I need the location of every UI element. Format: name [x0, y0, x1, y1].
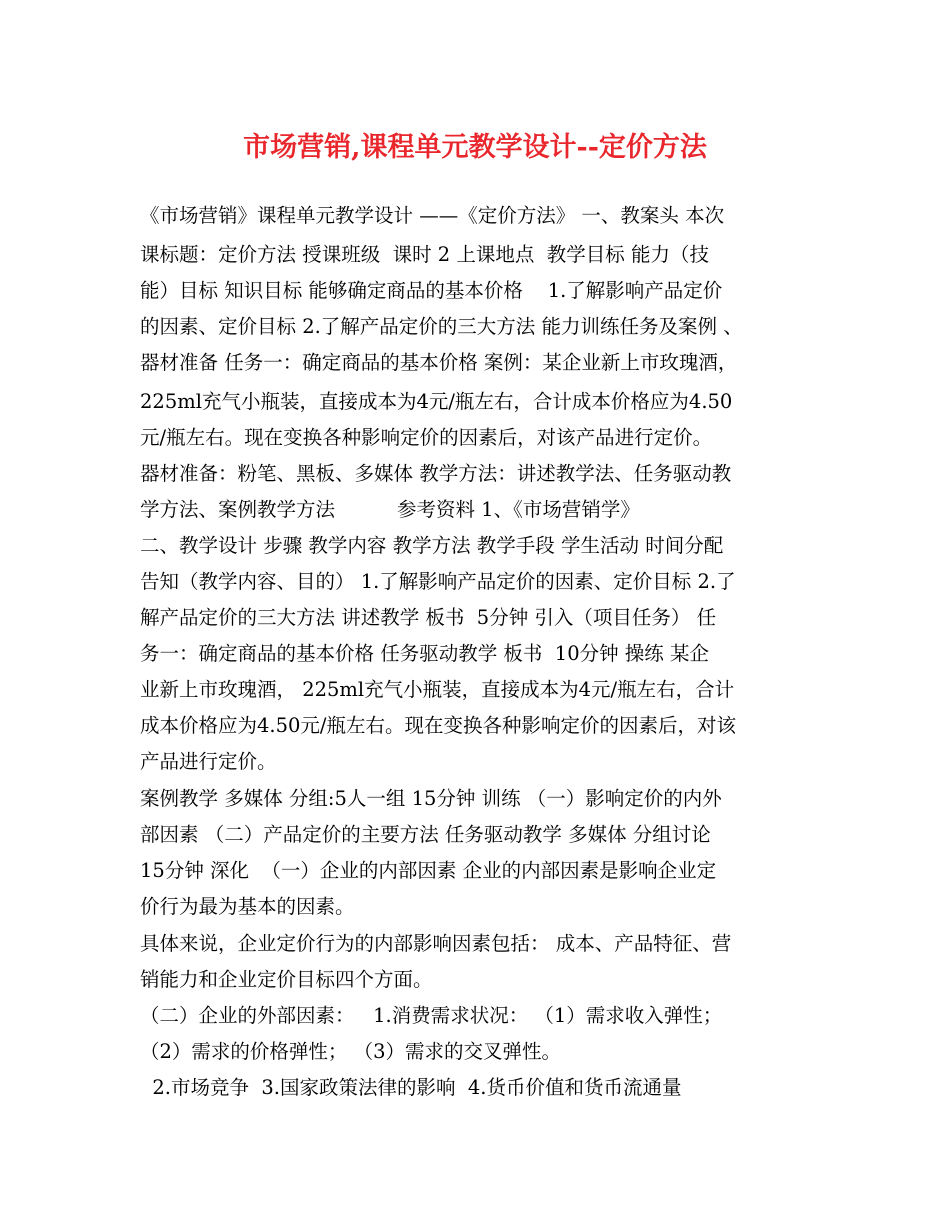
body-line: 部因素 （二）产品定价的主要方法 任务驱动教学 多媒体 分组讨论: [140, 823, 711, 846]
body-line: 学方法、案例教学方法 参考资料 1、《市场营销学》: [140, 498, 640, 521]
body-line: 元/瓶左右。现在变换各种影响定价的因素后，对该产品进行定价。: [140, 426, 713, 449]
body-line: 产品进行定价。: [140, 750, 277, 773]
body-line: 225ml充气小瓶装，直接成本为4元/瓶左右，合计成本价格应为4.50: [140, 390, 733, 413]
body-line: 案例教学 多媒体 分组:5人一组 15分钟 训练 （一）影响定价的内外: [140, 787, 722, 810]
body-line: 器材准备 任务一：确定商品的基本价格 案例：某企业新上市玫瑰酒，: [140, 351, 738, 374]
page-title: 市场营销,课程单元教学设计--定价方法: [243, 132, 707, 163]
body-line: 告知（教学内容、目的） 1.了解影响产品定价的因素、定价目标 2.了: [140, 570, 736, 593]
body-line: 课标题：定价方法 授课班级 课时 2 上课地点 教学目标 能力（技: [140, 243, 709, 266]
body-line: 销能力和企业定价目标四个方面。: [140, 968, 433, 991]
body-line: 具体来说，企业定价行为的内部影响因素包括： 成本、产品特征、营: [140, 932, 732, 955]
body-line: 成本价格应为4.50元/瓶左右。现在变换各种影响定价的因素后，对该: [140, 714, 736, 737]
body-line: 15分钟 深化 （一）企业的内部因素 企业的内部因素是影响企业定: [140, 859, 717, 882]
body-line: （二）企业的外部因素： 1.消费需求状况： （1）需求收入弹性；: [140, 1004, 723, 1027]
body-line: 务一：确定商品的基本价格 任务驱动教学 板书 10分钟 操练 某企: [140, 642, 710, 665]
body-line: 《市场营销》课程单元教学设计 ——《定价方法》 一、教案头 本次: [140, 204, 725, 227]
body-line: 二、教学设计 步骤 教学内容 教学方法 教学手段 学生活动 时间分配: [140, 534, 724, 557]
body-line: 2.市场竞争 3.国家政策法律的影响 4.货币价值和货币流通量: [140, 1076, 682, 1099]
body-line: 业新上市玫瑰酒， 225ml充气小瓶装，直接成本为4元/瓶左右，合计: [140, 678, 735, 701]
body-line: 解产品定价的三大方法 讲述教学 板书 5分钟 引入（项目任务） 任: [140, 606, 717, 629]
body-line: 能）目标 知识目标 能够确定商品的基本价格 1.了解影响产品定价: [140, 279, 723, 302]
body-line: 价行为最为基本的因素。: [140, 895, 355, 918]
body-line: （2）需求的价格弹性； （3）需求的交叉弹性。: [140, 1040, 562, 1063]
body-line: 的因素、定价目标 2.了解产品定价的三大方法 能力训练任务及案例 、: [140, 315, 743, 338]
body-line: 器材准备：粉笔、黑板、多媒体 教学方法：讲述教学法、任务驱动教: [140, 462, 732, 485]
